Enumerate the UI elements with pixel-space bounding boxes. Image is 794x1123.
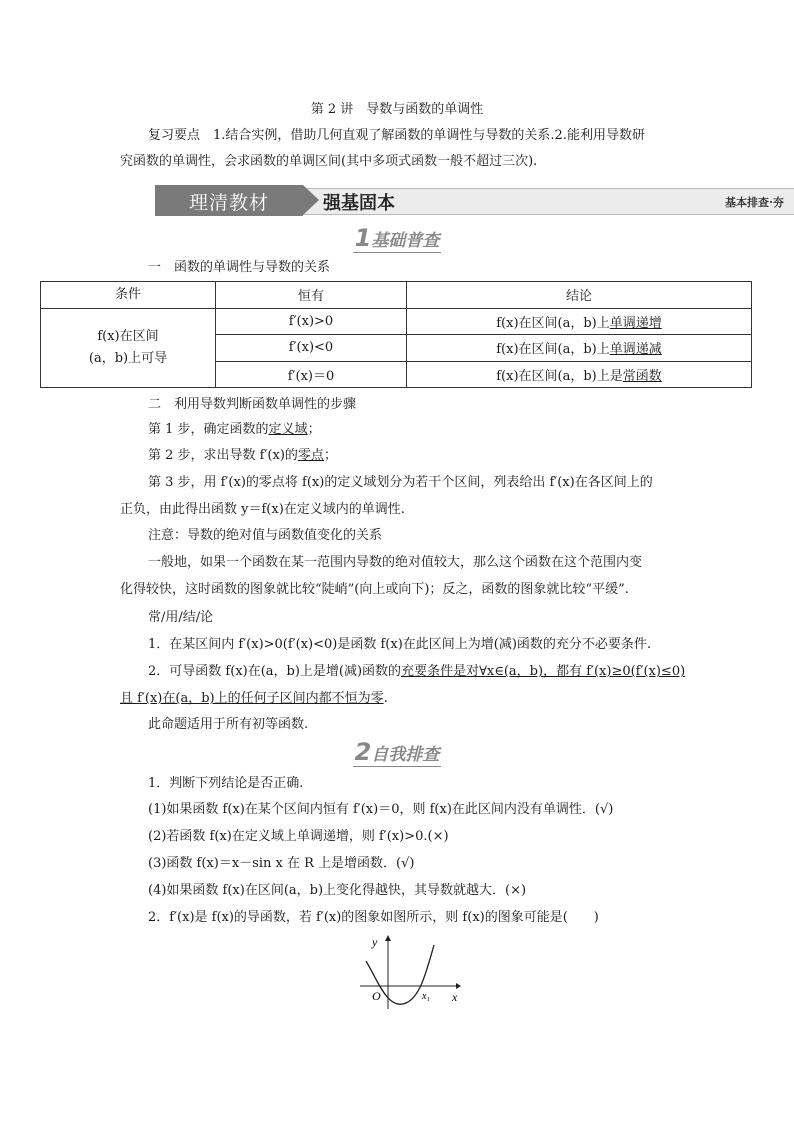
origin-label: O — [372, 989, 381, 1003]
step-1: 第 1 步，确定函数的定义域； — [148, 422, 321, 437]
result-key: 单调递增 — [609, 315, 662, 331]
common-conclusion-1: 1．在某区间内 f′(x)>0(f′(x)<0)是函数 f(x)在此区间上为增(减)函数的充分不必要条件. — [148, 637, 652, 652]
note-heading: 注意：导数的绝对值与函数值变化的关系 — [148, 528, 383, 543]
x-label: x — [452, 990, 458, 1004]
review-line-1: 复习要点 1.结合实例，借助几何直观了解函数的单调性与导数的关系.2.能利用导数研 — [148, 128, 645, 143]
table-header-row — [41, 282, 752, 309]
question-1: 1．判断下列结论是否正确. — [148, 776, 304, 791]
result-key: 常函数 — [622, 368, 662, 384]
question-2: 2．f′(x)是 f(x)的导函数，若 f′(x)的图象如图所示，则 f(x)的图象可能是( ) — [148, 910, 599, 925]
result-text: f(x)在区间(a，b)上 — [496, 342, 610, 358]
table-cell: f′(x)＝0 — [216, 361, 407, 388]
result-text: f(x)在区间(a，b)上是 — [496, 368, 623, 384]
table-cell: f′(x)>0 — [216, 308, 407, 335]
section-banner — [155, 185, 794, 216]
table-header: 条件 — [41, 282, 216, 309]
y-axis-arrow — [385, 935, 391, 941]
result-text: f(x)在区间(a，b)上 — [496, 315, 610, 331]
section-label: 基础普查 — [371, 231, 440, 251]
banner-left-label: 理清教材 — [189, 192, 270, 214]
table-cell: f′(x)<0 — [216, 335, 407, 362]
question-1-item-2: (2)若函数 f(x)在定义域上单调递增，则 f′(x)>0.(×) — [148, 829, 449, 844]
section-number: 1 — [354, 224, 372, 252]
y-label: y — [372, 935, 378, 949]
condition-line-1: f(x)在区间 — [97, 328, 159, 344]
common-conclusion-2-cont: 且 f′(x)在(a，b)上的任何子区间内都不恒为零. — [120, 691, 388, 706]
question-1-item-4: (4)如果函数 f(x)在区间(a，b)上变化得越快，其导数就越大．(×) — [148, 883, 527, 898]
question-1-item-3: (3)函数 f(x)＝x－sin x 在 R 上是增函数．(√) — [148, 856, 415, 871]
table-condition-cell — [41, 308, 216, 388]
page-title: 第 2 讲 导数与函数的单调性 — [310, 102, 484, 117]
root-label: x₁ — [422, 991, 430, 1002]
table-header: 恒有 — [216, 282, 407, 309]
x-axis-arrow — [456, 983, 461, 989]
common-heading: 常/用/结/论 — [148, 610, 214, 625]
banner-side-label: 基本排查·夯 — [725, 196, 784, 209]
question-1-item-1: (1)如果函数 f(x)在某个区间内恒有 f′(x)＝0，则 f(x)在此区间内没有单调性．(√) — [148, 802, 614, 817]
result-key: 单调递减 — [609, 342, 662, 358]
step-2: 第 2 步，求出导数 f′(x)的零点； — [148, 448, 337, 463]
section-label: 自我排查 — [371, 745, 440, 765]
table-header: 结论 — [407, 282, 752, 309]
common-conclusion-3: 此命题适用于所有初等函数. — [148, 717, 309, 732]
part1-heading: 一 函数的单调性与导数的关系 — [148, 260, 331, 275]
derivative-graph — [358, 933, 462, 1011]
condition-line-2: (a，b)上可导 — [88, 350, 168, 366]
section-heading-1 — [0, 224, 794, 253]
section-number: 2 — [354, 738, 372, 766]
note-line-2: 化得较快，这时函数的图象就比较“陡峭”(向上或向下)；反之，函数的图象就比较“平缓”. — [120, 582, 629, 597]
table-cell — [407, 361, 752, 388]
table-cell — [407, 308, 752, 335]
common-conclusion-2: 2．可导函数 f(x)在(a，b)上是增(减)函数的充要条件是对∀x∈(a，b)，都有 f′(x)≥0(f′(x)≤0) — [148, 664, 686, 679]
banner-right-label: 强基固本 — [323, 193, 395, 214]
section-heading-2 — [0, 738, 794, 767]
part2-heading: 二 利用导数判断函数单调性的步骤 — [148, 397, 357, 412]
note-line-1: 一般地，如果一个函数在某一范围内导数的绝对值较大，那么这个函数在这个范围内变 — [148, 555, 643, 570]
step-3-line-1: 第 3 步，用 f′(x)的零点将 f(x)的定义域划分为若干个区间，列表给出 f′(x)在各区间上的 — [148, 475, 653, 490]
table-row — [41, 308, 752, 335]
table-cell — [407, 335, 752, 362]
step-3-line-2: 正负，由此得出函数 y＝f(x)在定义域内的单调性. — [120, 502, 405, 517]
monotonicity-table — [40, 281, 752, 388]
review-line-2: 究函数的单调性，会求函数的单调区间(其中多项式函数一般不超过三次). — [120, 154, 538, 169]
